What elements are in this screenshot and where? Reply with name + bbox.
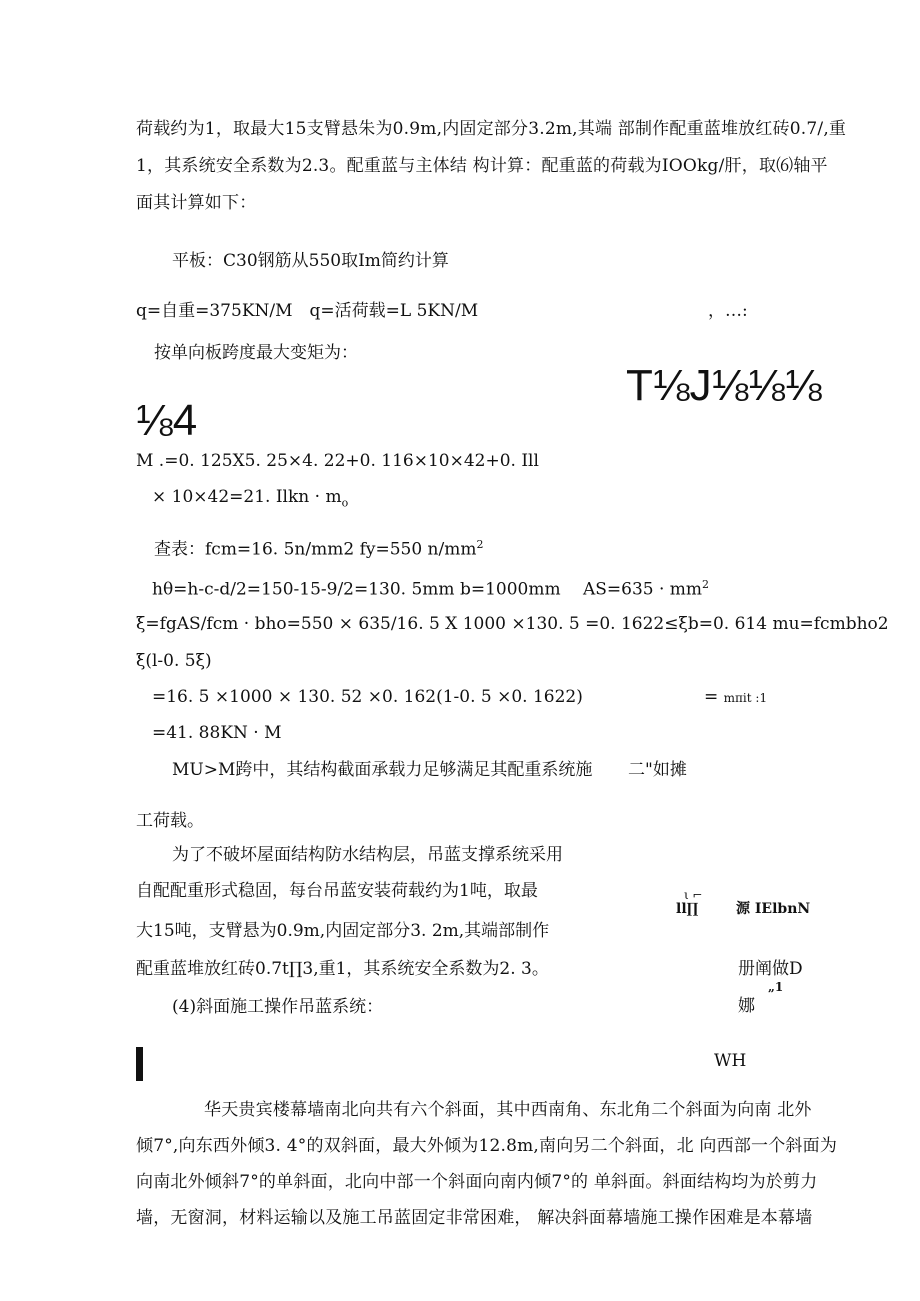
load-q-side-mark: ，…: (708, 301, 748, 321)
paragraph-1-line-1: 荷载约为1，取最大15支臂悬朱为0.9m,内固定部分3.2m,其端 部制作配重蓝堆放红砖0.7/,重 (136, 119, 847, 139)
xi-formula-line: ξ=fgAS/fcm · bho=550 × 635/16. 5 X 1000 ×130. 5 =0. 1622≤ξb=0. 614 mu=fcmbho2 (136, 614, 889, 634)
paragraph-3-line-2: 倾7°,向东西外倾3. 4°的双斜面，最大外倾为12.8m,南向另二个斜面，北 向西部一个斜面为 (136, 1136, 838, 1156)
calc-line-2: =41. 88KN · M (152, 723, 282, 743)
calc-side-eq: = (704, 687, 719, 707)
slab-line: 平板：C30钢筋从550取Im简约计算 (172, 251, 449, 271)
calc-side-text: mπit :1 (723, 691, 768, 705)
paragraph-3-line-3: 向南北外倾斜7°的单斜面，北向中部一个斜面向南内倾7°的 单斜面。斜面结构均为於剪力 (136, 1172, 818, 1192)
side-note-d: „1 (768, 980, 784, 994)
paragraph-1-line-3: 面其计算如下： (136, 193, 257, 213)
moment-formula-line-1: M .=0. 125X5. 25×4. 22+0. 116×10×42+0. Ill (136, 451, 539, 471)
effective-height-text: hθ=h-c-d/2=150-15-9/2=130. 5mm b=1000mm AS=635 · mm (152, 579, 703, 600)
paragraph-2-line-1: 为了不破坏屋面结构防水结构层，吊蓝支撑系统采用 (172, 845, 563, 865)
side-note-e: 娜 (738, 996, 755, 1016)
garbled-glyph-left: ⅛4 (136, 396, 198, 445)
moment-intro: 按单向板跨度最大变矩为： (154, 343, 358, 363)
moment-formula-line-2 (152, 486, 348, 514)
side-note-b: 源 IElbnN (736, 901, 811, 917)
table-lookup-line (154, 534, 483, 561)
xi-formula-line-2: ξ(l-0. 5ξ) (136, 651, 212, 671)
effective-height-line (152, 574, 709, 601)
paragraph-3-line-1: 华天贵宾楼幕墙南北向共有六个斜面，其中西南角、东北角二个斜面为向南 北外 (204, 1100, 812, 1120)
side-note-a: ll∏ (676, 901, 699, 917)
table-lookup-text: 查表：fcm=16. 5n/mm2 fy=550 n/mm (154, 539, 477, 560)
side-tiny-mark: ι ⌐ (684, 888, 703, 902)
vertical-bar-mark (136, 1047, 143, 1081)
calc-line-1: =16. 5 ×1000 × 130. 52 ×0. 162(1-0. 5 ×0. 1622) (152, 687, 583, 707)
capacity-side-note: 二"如摊 (628, 760, 687, 780)
capacity-line: MU>M跨中，其结构截面承载力足够满足其配重系统施 (172, 760, 593, 780)
side-note-c: 册阐做D (738, 959, 803, 979)
calc-side-note (704, 686, 767, 708)
table-lookup-sup: 2 (476, 538, 484, 551)
paragraph-1-line-2: 1，其系统安全系数为2.3。配重蓝与主体结 构计算：配重蓝的荷载为IOOkg/肝，取⑹轴平 (136, 156, 828, 176)
paragraph-2-line-3: 大15吨，支臂悬为0.9m,内固定部分3. 2m,其端部制作 (136, 921, 550, 941)
garbled-glyph-right: T⅛J⅛⅛⅛ (626, 361, 822, 410)
moment-formula-sub: o (341, 496, 349, 510)
wh-mark: WH (714, 1051, 747, 1071)
moment-formula-text: × 10×42=21. Ilkn · m (152, 487, 342, 507)
paragraph-3-line-4: 墙，无窗洞，材料运输以及施工吊蓝固定非常困难， 解决斜面幕墙施工操作困难是本幕墙 (136, 1208, 813, 1228)
paragraph-2-line-4: 配重蓝堆放红砖0.7t∏3,重1，其系统安全系数为2. 3。 (136, 959, 549, 979)
section-4-heading: (4)斜面施工操作吊蓝系统： (172, 997, 384, 1017)
effective-height-sup: 2 (702, 578, 710, 591)
load-q-line: q=自重=375KN/M q=活荷载=L 5KN/M (136, 301, 479, 321)
construction-load-line: 工荷载。 (136, 811, 204, 831)
paragraph-2-line-2: 自配配重形式稳固，每台吊蓝安装荷载约为1吨，取最 (136, 881, 538, 901)
